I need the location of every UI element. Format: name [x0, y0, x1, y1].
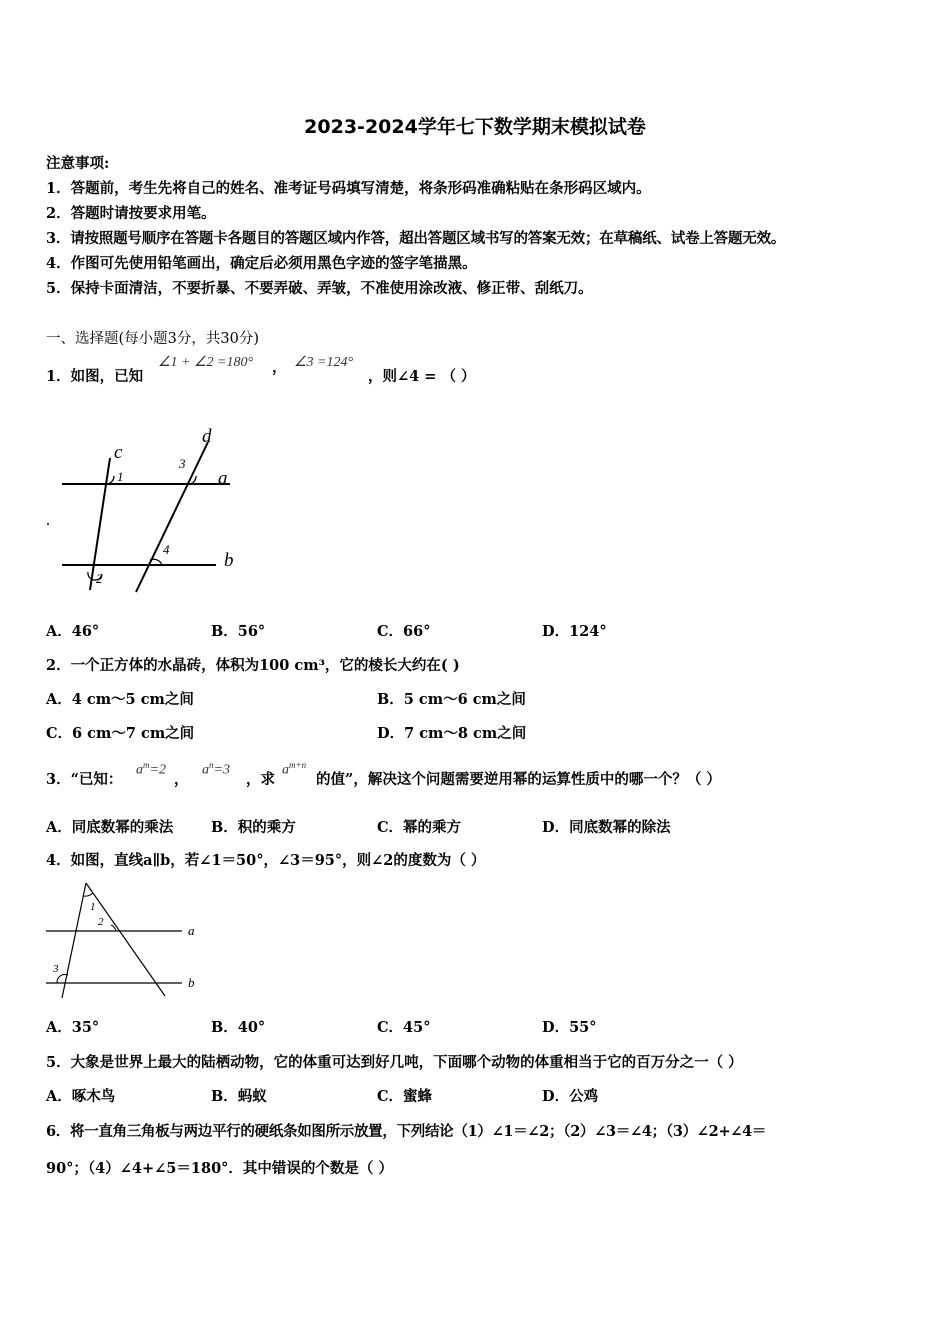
q4-label-1: 1 — [90, 901, 96, 913]
q2-stem: 2．一个正方体的水晶砖，体积为100 cm³，它的棱长大约在( ) — [46, 657, 460, 674]
q2-option-d[interactable]: D．7 cm～8 cm之间 — [377, 725, 527, 742]
q3-suffix: 的值”，解决这个问题需要逆用幂的运算性质中的哪一个？（ ） — [316, 771, 721, 788]
q3-comma: ， — [174, 771, 189, 788]
q4-label-3: 3 — [53, 963, 59, 975]
q5-option-a[interactable]: A．啄木鸟 — [46, 1088, 116, 1105]
q4-option-b[interactable]: B．40° — [211, 1019, 266, 1036]
q2-option-a[interactable]: A．4 cm～5 cm之间 — [46, 691, 194, 708]
q1-label-d: d — [202, 426, 212, 447]
q1-prefix: 1．如图，已知 — [46, 368, 144, 385]
q1-option-c[interactable]: C．66° — [377, 623, 431, 640]
q1-label-1: 1 — [117, 469, 124, 484]
q1-label-b: b — [224, 550, 234, 571]
q3-option-b[interactable]: B．积的乘方 — [211, 819, 296, 836]
q5-option-b[interactable]: B．蚂蚁 — [211, 1088, 267, 1105]
notice-item-5: 5．保持卡面清洁，不要折暴、不要弄破、弄皱，不准使用涂改液、修正带、刮纸刀。 — [46, 280, 593, 297]
q1-option-a[interactable]: A．46° — [46, 623, 100, 640]
q4-label-b: b — [188, 975, 195, 990]
q3-expr-2: $a^n=3$ — [202, 760, 230, 778]
section-heading: 一、选择题(每小题3分，共30分) — [46, 331, 259, 347]
q5-option-c[interactable]: C．蜜蜂 — [377, 1088, 433, 1105]
q4-figure — [40, 876, 210, 1004]
q1-suffix: ，则∠4 = （ ） — [368, 368, 476, 385]
q1-label-a: a — [218, 468, 228, 489]
notice-item-4: 4．作图可先使用铅笔画出，确定后必须用黑色字迹的签字笔描黑。 — [46, 255, 477, 272]
q5-option-d[interactable]: D．公鸡 — [542, 1088, 599, 1105]
page-title: 2023-2024学年七下数学期末模拟试卷 — [304, 116, 646, 138]
q4-option-d[interactable]: D．55° — [542, 1019, 597, 1036]
notice-item-2: 2．答题时请按要求用笔。 — [46, 205, 216, 222]
q1-label-3: 3 — [179, 456, 186, 471]
q1-figure — [40, 420, 260, 600]
q4-option-a[interactable]: A．35° — [46, 1019, 100, 1036]
q1-condition-1: ∠1 + ∠2 =180° — [158, 355, 254, 370]
q3-option-a[interactable]: A．同底数幂的乘法 — [46, 819, 174, 836]
notice-item-3: 3．请按照题号顺序在答题卡各题目的答题区域内作答，超出答题区域书写的答案无效；在草稿纸、试卷上答题无效。 — [46, 230, 786, 247]
q2-option-b[interactable]: B．5 cm～6 cm之间 — [377, 691, 526, 708]
q4-label-a: a — [188, 923, 195, 938]
q1-condition-2: ∠3 =124° — [294, 355, 354, 370]
q1-label-2: 2 — [96, 571, 103, 586]
q3-option-c[interactable]: C．幂的乘方 — [377, 819, 462, 836]
q3-prefix: 3．“已知： — [46, 771, 123, 788]
q3-option-d[interactable]: D．同底数幂的除法 — [542, 819, 671, 836]
q2-option-c[interactable]: C．6 cm～7 cm之间 — [46, 725, 195, 742]
q4-stem: 4．如图，直线a∥b，若∠1＝50°，∠3＝95°，则∠2的度数为（ ） — [46, 852, 486, 869]
q3-ask: ，求 — [246, 771, 275, 788]
notice-heading: 注意事项: — [46, 155, 110, 172]
notice-item-1: 1．答题前，考生先将自己的姓名、准考证号码填写清楚，将条形码准确粘贴在条形码区域内。 — [46, 180, 651, 197]
q6-stem-line-2: 90°；（4）∠4+∠5＝180°．其中错误的个数是（ ） — [46, 1160, 393, 1177]
q1-label-c: c — [114, 442, 123, 463]
q4-option-c[interactable]: C．45° — [377, 1019, 431, 1036]
q1-option-d[interactable]: D．124° — [542, 623, 607, 640]
q5-stem: 5．大象是世界上最大的陆栖动物，它的体重可达到好几吨，下面哪个动物的体重相当于它的百万分之一（ ） — [46, 1054, 743, 1071]
q1-option-b[interactable]: B．56° — [211, 623, 266, 640]
q6-stem-line-1: 6．将一直角三角板与两边平行的硬纸条如图所示放置，下列结论（1）∠1＝∠2；（2）∠3＝∠4；（3）∠2+∠4＝ — [46, 1123, 767, 1140]
q1-label-4: 4 — [163, 542, 170, 557]
q3-expr-1: $a^m=2$ — [136, 760, 166, 778]
q1-separator: ， — [272, 359, 287, 376]
q4-label-2: 2 — [98, 916, 104, 928]
q3-expr-3: $a^{m+n}$ — [282, 760, 307, 778]
